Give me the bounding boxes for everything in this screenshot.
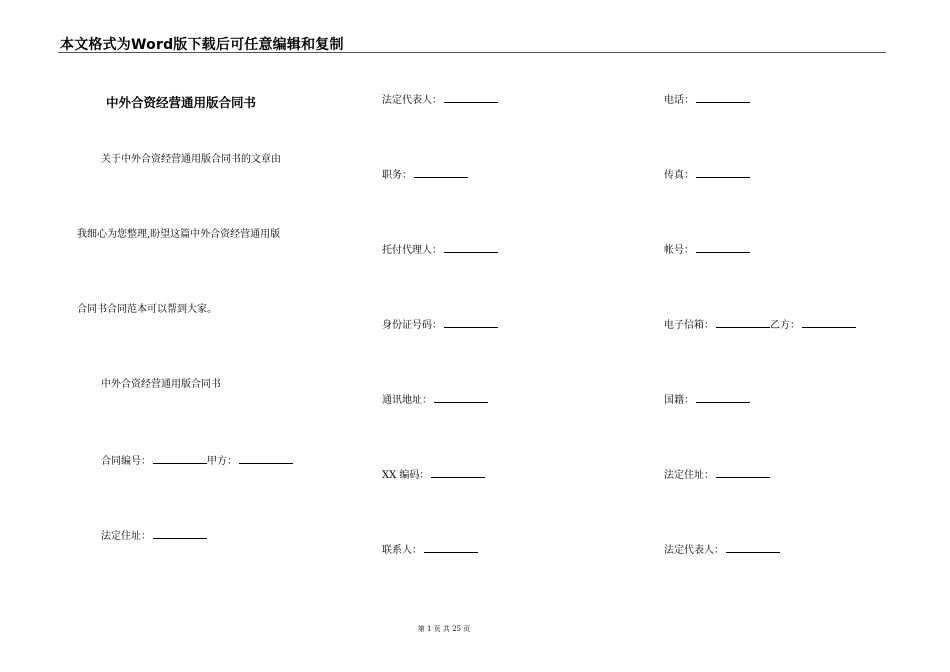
party-a-blank [239,453,293,464]
account-line [664,242,750,258]
email-label: 电子信箱： [664,320,714,331]
legal-address-label-b: 法定住址： [664,470,714,481]
intro-line-3: 合同书合同范本可以帮到大家。 [77,304,217,315]
email-line [664,317,856,333]
fax-label: 传真： [664,170,694,181]
nationality-line [664,392,750,408]
nationality-blank [696,392,750,403]
intro-line-1: 关于中外合资经营通用版合同书的文章由 [101,154,281,165]
account-label: 帐号： [664,245,694,256]
contact-label: 联系人： [382,545,422,556]
header-banner: 本文格式为Word版下载后可任意编辑和复制 [60,37,344,53]
legal-address-label-a: 法定住址： [101,531,151,542]
agent-label: 托付代理人： [382,245,442,256]
subtitle-line: 中外合资经营通用版合同书 [101,379,221,390]
mailing-address-line [382,392,488,408]
header-rule [58,52,886,53]
legal-rep-blank-a [444,92,498,103]
mailing-address-blank [434,392,488,403]
legal-rep-blank-b [726,542,780,553]
contact-blank [424,542,478,553]
page-footer: 第 1 页 共 25 页 [417,625,471,633]
legal-address-blank-b [716,467,770,478]
legal-rep-line-a [382,92,498,108]
position-blank [414,167,468,178]
phone-label: 电话： [664,95,694,106]
nationality-label: 国籍： [664,395,694,406]
document-title: 中外合资经营通用版合同书 [106,95,257,110]
postcode-label: XX 编码： [382,470,430,481]
party-a-label: 甲方： [207,456,237,467]
agent-line [382,242,498,258]
phone-blank [696,92,750,103]
contract-number-label: 合同编号： [101,456,151,467]
legal-rep-label-a: 法定代表人： [382,95,442,106]
account-blank [696,242,750,253]
party-b-blank [802,317,856,328]
fax-line [664,167,750,183]
contact-line [382,542,478,558]
contract-number-blank [153,453,207,464]
id-number-label: 身份证号码： [382,320,442,331]
agent-blank [444,242,498,253]
intro-line-2: 我细心为您整理,盼望这篇中外合资经营通用版 [77,229,281,240]
legal-rep-line-b [664,542,780,558]
id-number-line [382,317,498,333]
email-blank [716,317,770,328]
position-line [382,167,468,183]
party-b-label: 乙方： [770,320,800,331]
postcode-line [382,467,485,483]
id-number-blank [444,317,498,328]
mailing-address-label: 通讯地址： [382,395,432,406]
fax-blank [696,167,750,178]
postcode-blank [431,467,485,478]
legal-address-line-a [101,528,207,544]
legal-rep-label-b: 法定代表人： [664,545,724,556]
legal-address-line-b [664,467,770,483]
legal-address-blank-a [153,528,207,539]
phone-line [664,92,750,108]
position-label: 职务： [382,170,412,181]
contract-number-line [101,453,293,469]
